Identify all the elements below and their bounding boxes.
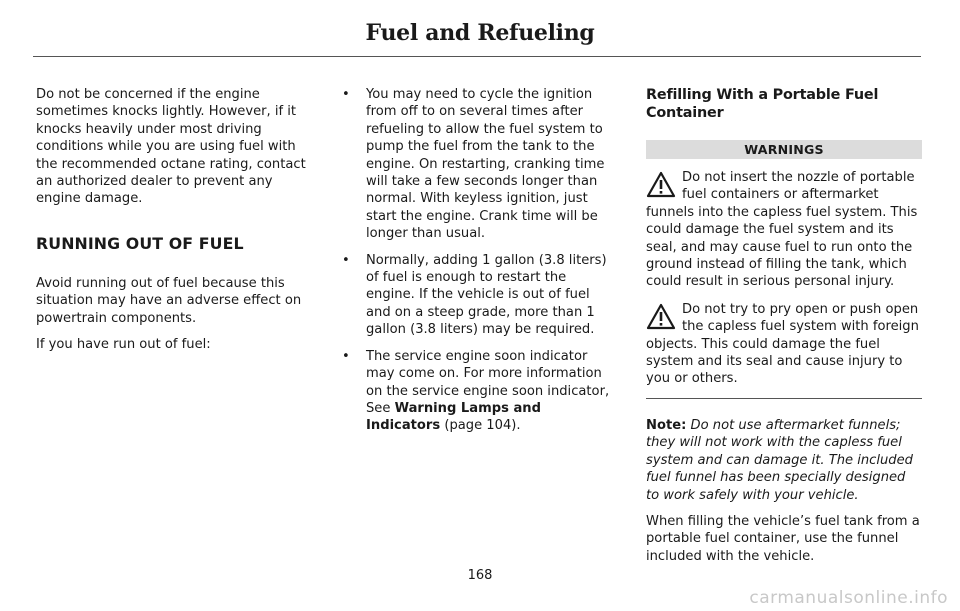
- bullet-mark: •: [342, 348, 350, 364]
- watermark: carmanualsonline.info: [749, 588, 948, 608]
- bullet-text: You may need to cycle the ignition from off to on several times after refueling to allow the fuel system to pump the fuel from the tank to the engine. On restarting, cranking time will take a few seconds longer than normal. With keyless ignition, just start the engine. Crank time will be longer than usual.: [366, 87, 605, 242]
- note-text: Do not use aftermarket funnels; they will not work with the capless fuel system and can damage it. The included fuel funnel has been specially designed to work safely with your vehicle.: [646, 417, 913, 503]
- warning-block: [646, 169, 922, 291]
- note-label: Note:: [646, 417, 687, 433]
- paragraph-filling-from-container: When filling the vehicle’s fuel tank from a portable fuel container, use the funnel included with the vehicle.: [646, 513, 920, 564]
- list-item: [340, 348, 618, 435]
- warnings-end-rule: [646, 398, 922, 399]
- paragraph-if-run-out: If you have run out of fuel:: [36, 337, 211, 353]
- list-item: [340, 252, 618, 339]
- bullet-mark: •: [342, 252, 350, 268]
- warning-text: Do not try to pry open or push open the capless fuel system with foreign objects. This could damage the fuel system and its seal and cause injury to you or others.: [646, 301, 919, 387]
- warning-triangle-icon: [646, 171, 676, 199]
- bullet-text: Normally, adding 1 gallon (3.8 liters) of fuel is enough to restart the engine. If the vehicle is out of fuel and on a steep grade, more than 1 gallon (3.8 liters) may be required.: [366, 252, 607, 338]
- warning-block: [646, 301, 922, 388]
- column-2: [340, 86, 618, 444]
- cross-reference-link[interactable]: Warning Lamps and Indicators: [366, 400, 542, 434]
- warning-text: Do not insert the nozzle of portable fuel containers or aftermarket funnels into the capless fuel system. This could damage the fuel system and its seal, and may cause fuel to run onto the ground instead of filling the tank, which could result in serious personal injury.: [646, 170, 918, 290]
- bullet-mark: •: [342, 87, 350, 102]
- page-title: Fuel and Refueling: [365, 20, 595, 46]
- paragraph-avoid-running-out: Avoid running out of fuel because this situation may have an adverse effect on powertrain components.: [36, 275, 302, 326]
- section-heading-running-out-of-fuel: RUNNING OUT OF FUEL: [36, 233, 244, 253]
- title-rule: [33, 56, 921, 57]
- list-item: [340, 86, 618, 243]
- sub-heading-portable-container: Refilling With a Portable Fuel Container: [646, 87, 879, 121]
- paragraph-engine-knock: Do not be concerned if the engine sometimes knocks lightly. However, if it knocks heavily under most driving conditions while you are using fuel with the recommended octane rating, contact an authorized dealer to prevent any engine damage.: [36, 87, 306, 207]
- note-paragraph: [646, 417, 922, 504]
- bullet-text: The service engine soon indicator may come on. For more information on the service engine soon indicator, See: [366, 348, 610, 416]
- warnings-band: WARNINGS: [646, 140, 922, 159]
- warning-triangle-icon: [646, 303, 676, 331]
- column-1: [36, 86, 314, 362]
- column-3: [646, 86, 922, 574]
- bullet-text-page-ref: (page 104).: [440, 418, 521, 434]
- bullet-list: [340, 86, 618, 435]
- page-number: 168: [467, 568, 493, 583]
